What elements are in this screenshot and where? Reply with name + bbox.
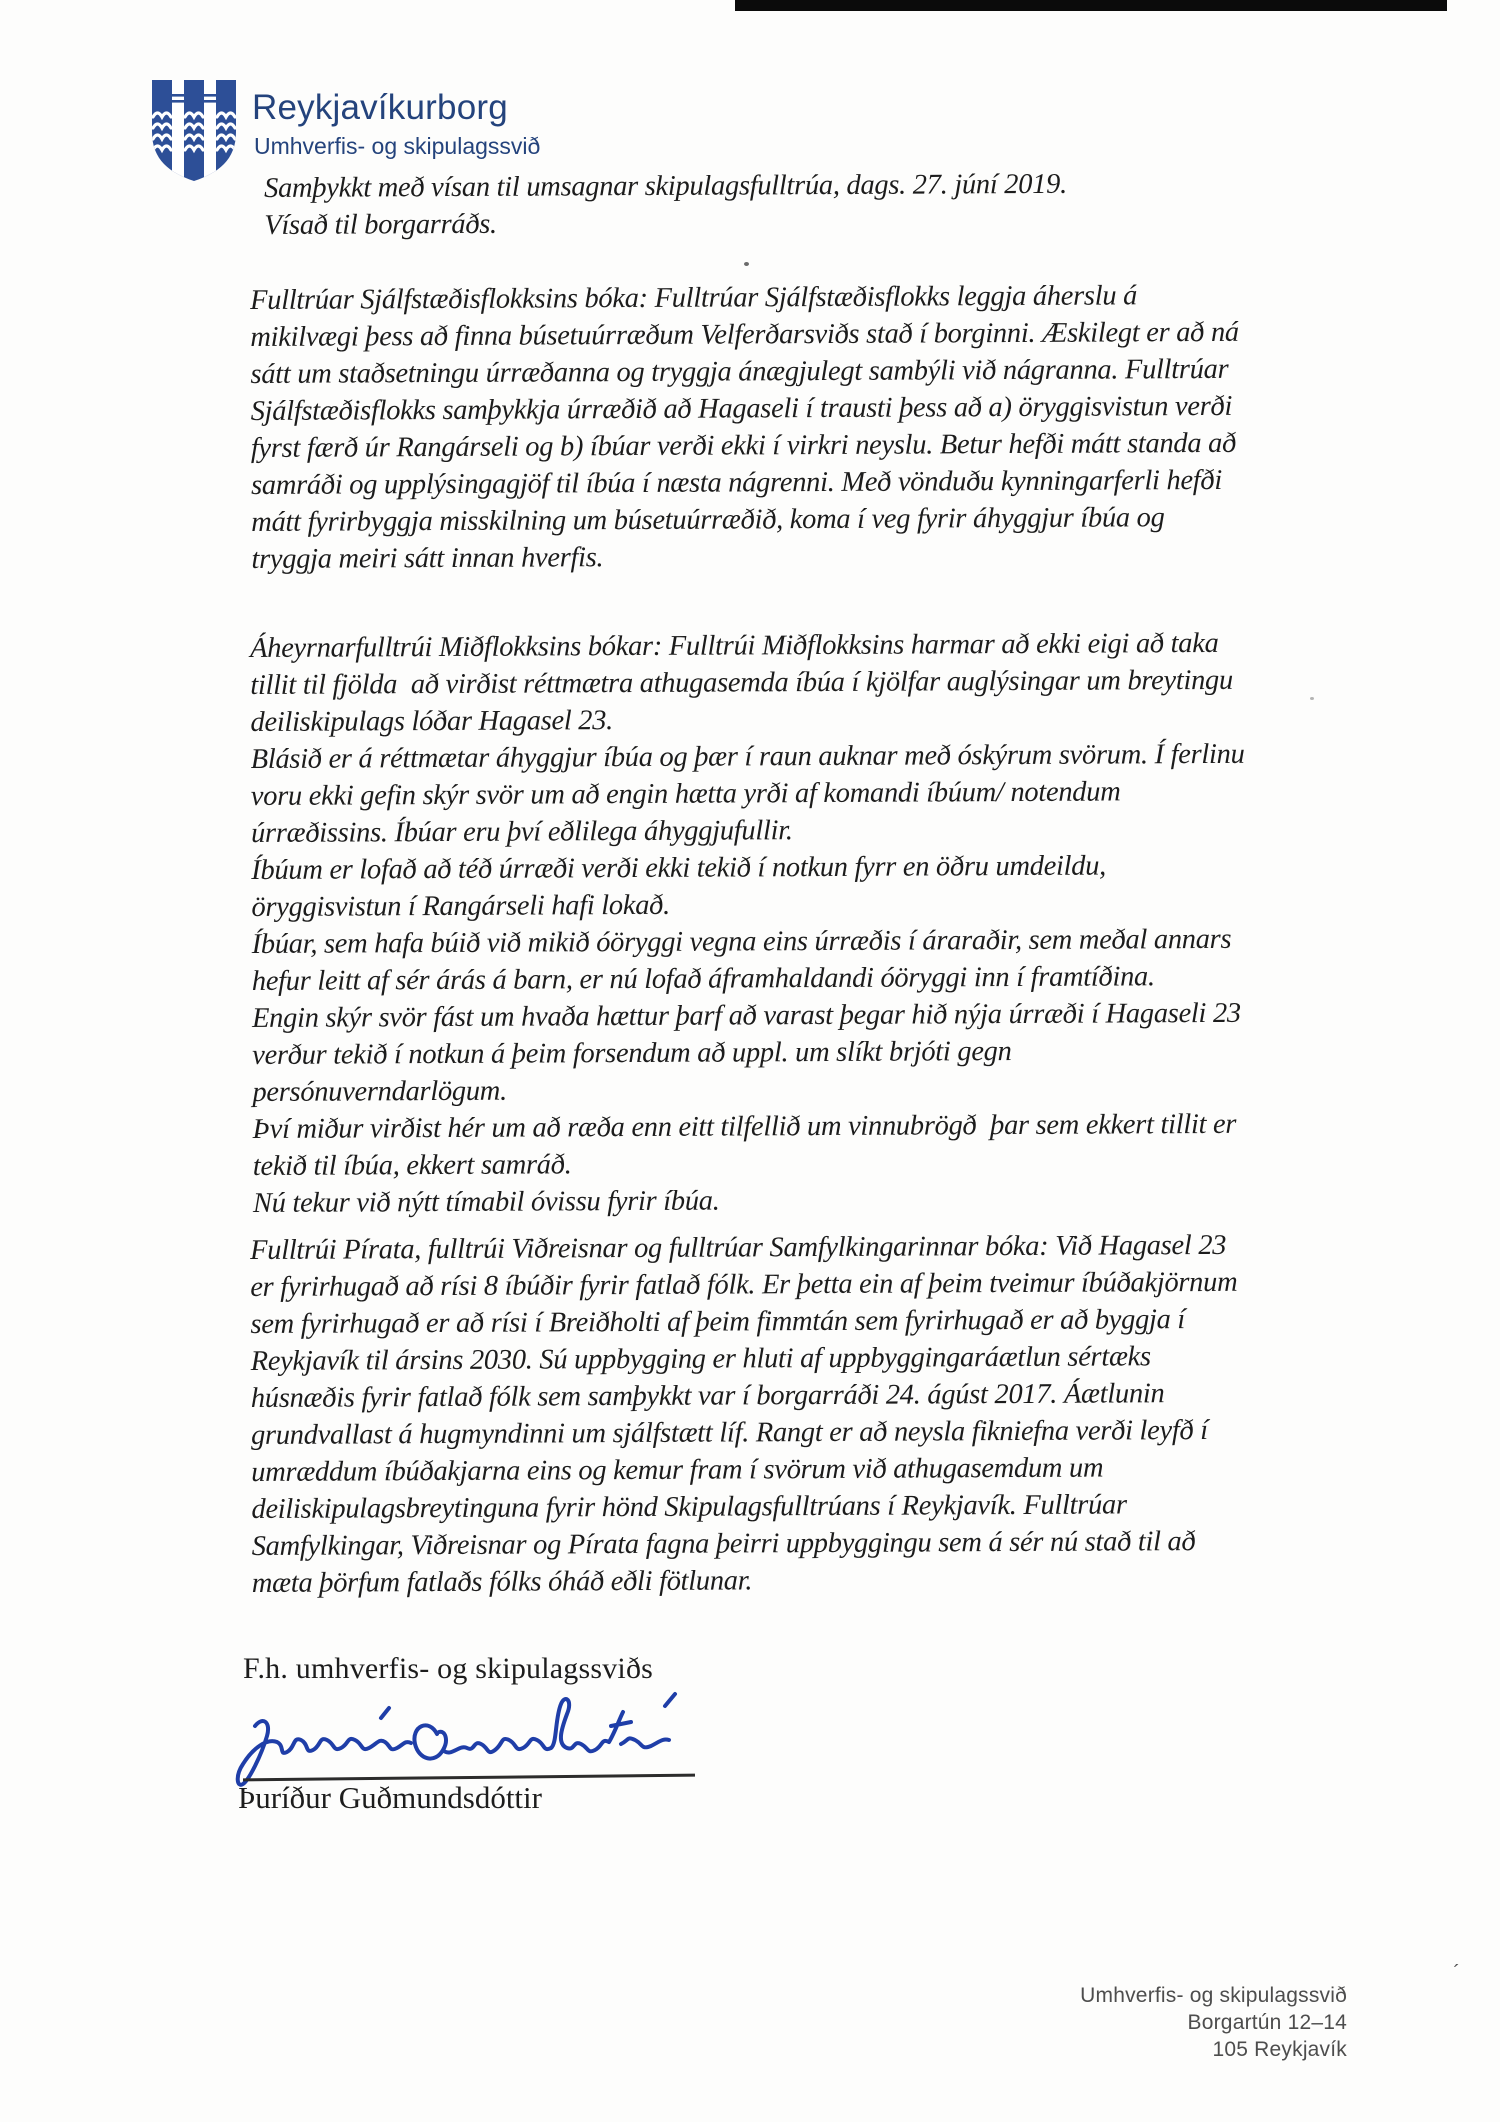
text-line: voru ekki gefin skýr svör um að engin hætta yrði af komandi íbúum/ notendum [250,776,1121,812]
text-line: tekið til íbúa, ekkert samráð. [252,1149,572,1182]
text-line: tillit til fjölda að virðist réttmætra athugasemda íbúa í kjölfar auglýsingar um breytingu [250,664,1233,701]
text-line: Samfylkingar, Viðreisnar og Pírata fagna þeirri uppbyggingu sem á sér nú stað til að [251,1526,1196,1562]
paragraph-midflokkur-booking [250,625,1247,1222]
text-line: sem fyrirhugað er að rísi í Breiðholti af þeim fimmtán sem fyrirhugað er að byggja í [250,1304,1186,1340]
text-line: Reykjavík til ársins 2030. Sú uppbygging er hluti af uppbyggingaráætlun sértæks [250,1341,1151,1377]
text-line: Vísað til borgarráðs. [264,208,497,241]
scan-speck [744,262,749,266]
text-line: umræddum íbúðakjarna eins og kemur fram í svörum við athugasemdum um [251,1452,1104,1488]
text-line: samráði og upplýsingagjöf til íbúa í næsta nágrenni. Með vönduðu kynningarferli hefði [250,464,1223,501]
footer-address [1080,1982,1347,2063]
handwritten-signature [233,1688,703,1788]
text-line: Áheyrnarfulltrúi Miðflokksins bókar: Fulltrúi Miðflokksins harmar að ekki eigi að taka [250,627,1219,664]
text-line: er fyrirhugað að rísi 8 íbúðir fyrir fatlað fólk. Er þetta ein af þeim tveimur íbúðakjörnum [250,1266,1238,1303]
text-line: fyrst færð úr Rangárseli og b) íbúar verði ekki í virkri neyslu. Betur hefði mátt standa að [250,427,1237,464]
text-line: 105 Reykjavík [1212,2038,1347,2061]
text-line: deiliskipulagsbreytinguna fyrir hönd Skipulagsfulltrúans í Reykjavík. Fulltrúar [251,1489,1127,1525]
text-line: Því miður virðist hér um að ræða enn eitt tilfellið um vinnubrögð þar sem ekkert tillit er [252,1108,1237,1145]
text-line: deiliskipulags lóðar Hagasel 23. [250,705,614,738]
scan-artifact-top-bar [735,0,1447,11]
text-line: öryggisvistun í Rangárseli hafi lokað. [251,889,670,923]
scan-tick-mark: ´ [1453,1962,1460,1984]
text-line: tryggja meiri sátt innan hverfis. [251,542,604,575]
scan-speck [1310,697,1314,700]
paragraph-pirata-vidreisn-samfylking-booking [250,1227,1239,1602]
text-line: hefur leitt af sér árás á barn, er nú lofað áframhaldandi óöryggi inn í framtíðina. [251,961,1155,997]
reykjavik-coat-of-arms-icon [148,76,240,184]
text-line: Íbúum er lofað að téð úrræði verði ekki tekið í notkun fyrr en öðru umdeildu, [251,850,1107,886]
text-line: húsnæðis fyrir fatlað fólk sem samþykkt var í borgarráði 24. ágúst 2017. Áætlunin [250,1378,1165,1414]
text-line: Samþykkt með vísan til umsagnar skipulagsfulltrúa, dags. 27. júní 2019. [264,168,1067,204]
dept-name: Umhverfis- og skipulagssvið [254,133,541,159]
text-line: persónuverndarlögum. [252,1075,507,1108]
text-line: Nú tekur við nýtt tímabil óvissu fyrir íbúa. [252,1185,720,1219]
text-line: grundvallast á hugmyndinni um sjálfstætt líf. Rangt er að neysla fikniefna verði leyfð í [250,1414,1208,1451]
text-line: Fulltrúar Sjálfstæðisflokksins bóka: Fulltrúar Sjálfstæðisflokks leggja áherslu á [250,280,1138,316]
signer-name: Þuríður Guðmundsdóttir [238,1780,542,1815]
text-line: mæta þörfum fatlaðs fólks óháð eðli fötlunar. [251,1565,753,1599]
text-line: verður tekið í notkun á þeim forsendum að uppl. um slíkt brjóti gegn [252,1036,1012,1071]
paragraph-sjalfstaedisflokkur-booking [250,277,1240,578]
text-line: Sjálfstæðisflokks samþykkja úrræðið að Hagaseli í trausti þess að a) öryggisvistun verði [250,390,1233,427]
paragraph-approval [264,166,1067,244]
text-line: úrræðissins. Íbúar eru því eðlilega áhyggjufullir. [250,815,793,849]
text-line: Umhverfis- og skipulagssvið [1080,1984,1347,2007]
signoff-on-behalf: F.h. umhverfis- og skipulagssviðs [243,1652,654,1685]
org-name: Reykjavíkurborg [252,88,508,127]
text-line: mikilvægi þess að finna búsetuúrræðum Velferðarsviðs stað í borginni. Æskilegt er að ná [250,316,1239,353]
text-line: sátt um staðsetningu úrræðanna og tryggja ánægjulegt sambýli við nágranna. Fulltrúar [250,353,1229,390]
text-line: mátt fyrirbyggja misskilning um búsetuúrræðið, koma í veg fyrir áhyggjur íbúa og [251,502,1165,538]
text-line: Blásið er á réttmætar áhyggjur íbúa og þær í raun auknar með óskýrum svörum. Í ferlinu [250,738,1245,775]
text-line: Fulltrúi Pírata, fulltrúi Viðreisnar og fulltrúar Samfylkingarinnar bóka: Við Hagasel 23 [250,1229,1227,1266]
text-line: Borgartún 12–14 [1187,2011,1347,2034]
text-line: Íbúar, sem hafa búið við mikið óöryggi vegna eins úrræðis í áraraðir, sem meðal annars [251,923,1232,960]
text-line: Engin skýr svör fást um hvaða hættur þarf að varast þegar hið nýja úrræði í Hagaseli 23 [251,997,1241,1034]
